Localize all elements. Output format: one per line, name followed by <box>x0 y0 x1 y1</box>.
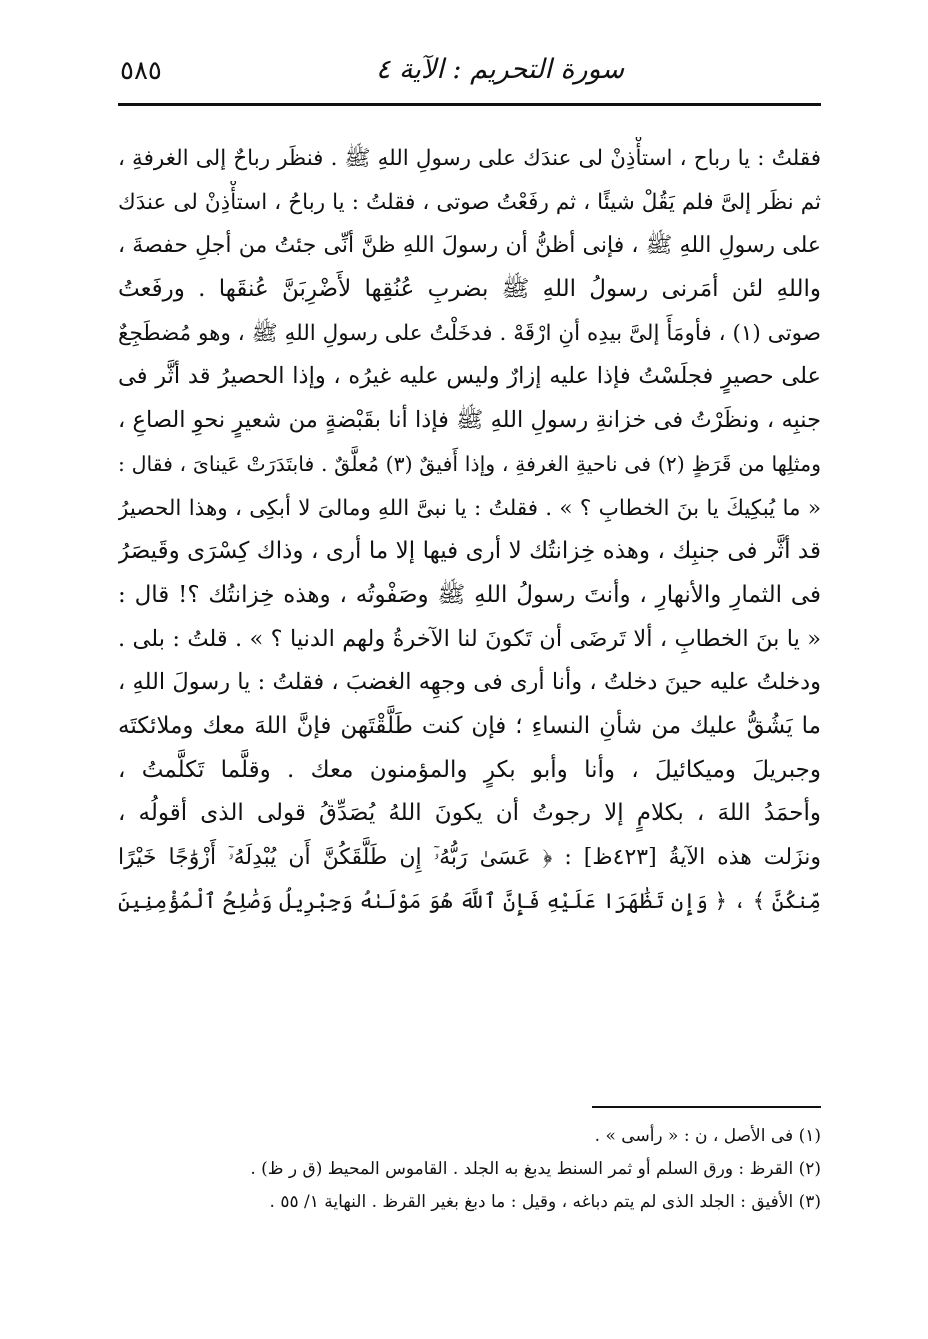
text-line: واللهِ لئن أمَرنى رسولُ اللهِ ﷺ بضربِ عُنُقِها لأَضْرِبَنَّ عُنقَها . ورفَعتُ <box>118 276 821 303</box>
text-line: ومثلِها من قَرَظٍ (٢) فى ناحيةِ الغرفةِ ، وإذا أَفيقٌ (٣) مُعلَّقٌ . فابتَدَرَتْ عَيناىَ ، فقال : <box>118 451 821 476</box>
text-line: وجبريلَ وميكائيلَ ، وأنا وأبو بكرٍ والمؤمنون معك . وقلَّما تَكلَّمتُ ، <box>118 756 821 783</box>
running-title: سورة التحريم : الآية ٤ <box>375 54 625 85</box>
text-line: وأحمَدُ اللهَ ، بكلامٍ إلا رجوتُ أن يكونَ اللهُ يُصَدِّقُ قولى الذى أقولُه ، <box>118 800 821 827</box>
text-line: فقلتُ : يا رباح ، استأْذِنْ لى عندَك على رسولِ اللهِ ﷺ . فنظَر رباحٌ إلى الغرفةِ ، <box>118 146 821 171</box>
text-line: « ما يُبكِيكَ يا بنَ الخطابِ ؟ » . فقلتُ : يا نبىَّ اللهِ ومالىَ لا أبكِى ، وهذا الحصيرُ <box>118 495 821 521</box>
text-line-quran: ونزَلت هذه الآيةُ [٤٢٣ظ] : ﴿ عَسَىٰ رَبُّهُۥٓ إِن طَلَّقَكُنَّ أَن يُبْدِلَهُۥٓ أَزْوَٰجًا خَيْرًا <box>118 845 821 870</box>
footnotes <box>118 1120 821 1219</box>
text-line: جنبِه ، ونظَرْتُ فى خزانةِ رسولِ اللهِ ﷺ فإذا أنا بقَبْضةٍ من شعيرٍ نحوِ الصاعِ ، <box>118 407 821 434</box>
page-header <box>120 52 818 96</box>
text-line-quran: مِّنكُنَّ ﴾ ، ﴿ وَإِن تَظَٰهَرَا عَلَيْهِ فَإِنَّ ٱللَّهَ هُوَ مَوْلَىٰهُ وَجِبْرِيلُ وَصَٰلِحُ ٱلْمُؤْمِنِينَ <box>118 888 821 913</box>
footnote-divider <box>592 1106 821 1108</box>
text-line: على حصيرٍ فجلَسْتُ فإذا عليه إزارٌ وليس عليه غيرُه ، وإذا الحصيرُ قد أثَّر فى <box>118 363 821 390</box>
text-line: « يا بنَ الخطابِ ، ألا تَرضَى أن تَكونَ لنا الآخرةُ ولهم الدنيا ؟ » . قلتُ : بلى . <box>118 625 821 652</box>
text-line: ودخلتُ عليه حينَ دخلتُ ، وأنا أرى فى وجهِه الغضبَ ، فقلتُ : يا رسولَ اللهِ ، <box>118 669 821 696</box>
page-number: ٥٨٥ <box>120 56 162 86</box>
text-line: ثم نظَر إلىَّ فلم يَقُلْ شيئًا ، ثم رفَعْتُ صوتى ، فقلتُ : يا رباحُ ، استأْذِنْ لى عندَك <box>118 189 821 215</box>
text-line: صوتى (١) ، فأومَأَ إلىَّ بيدِه أنِ ارْقَهْ . فدخَلْتُ على رسولِ اللهِ ﷺ ، وهو مُضطَجِعٌ <box>118 320 821 346</box>
footnote-1: (١) فى الأصل ، ن : « رأسى » . <box>594 1126 821 1146</box>
text-line: ما يَشُقُّ عليك من شأنِ النساءِ ؛ فإن كنت طَلَّقْتَهن فإنَّ اللهَ معك وملائكتَه <box>118 712 821 739</box>
main-text <box>118 137 821 923</box>
footnote-2: (٢) القرظ : ورق السلم أو ثمر السنط يدبغ به الجلد . القاموس المحيط (ق ر ظ) . <box>250 1159 821 1179</box>
text-line: قد أثَّر فى جنبِك ، وهذه خِزانتُك لا أرى فيها إلا ما أرى ، وذاك كِسْرَى وقَيصَرُ <box>118 538 821 565</box>
text-line: على رسولِ اللهِ ﷺ ، فإنى أظنُّ أن رسولَ اللهِ ظنَّ أنِّى جئتُ من أجلِ حفصةَ ، <box>118 233 821 259</box>
header-divider <box>118 103 821 106</box>
footnote-3: (٣) الأفيق : الجلد الذى لم يتم دباغه ، وقيل : ما دبغ بغير القرظ . النهاية ١/ ٥٥ . <box>269 1192 821 1212</box>
text-line: فى الثمارِ والأنهارِ ، وأنتَ رسولُ اللهِ ﷺ وصَفْوتُه ، وهذه خِزانتُك ؟! قال : <box>118 581 821 608</box>
